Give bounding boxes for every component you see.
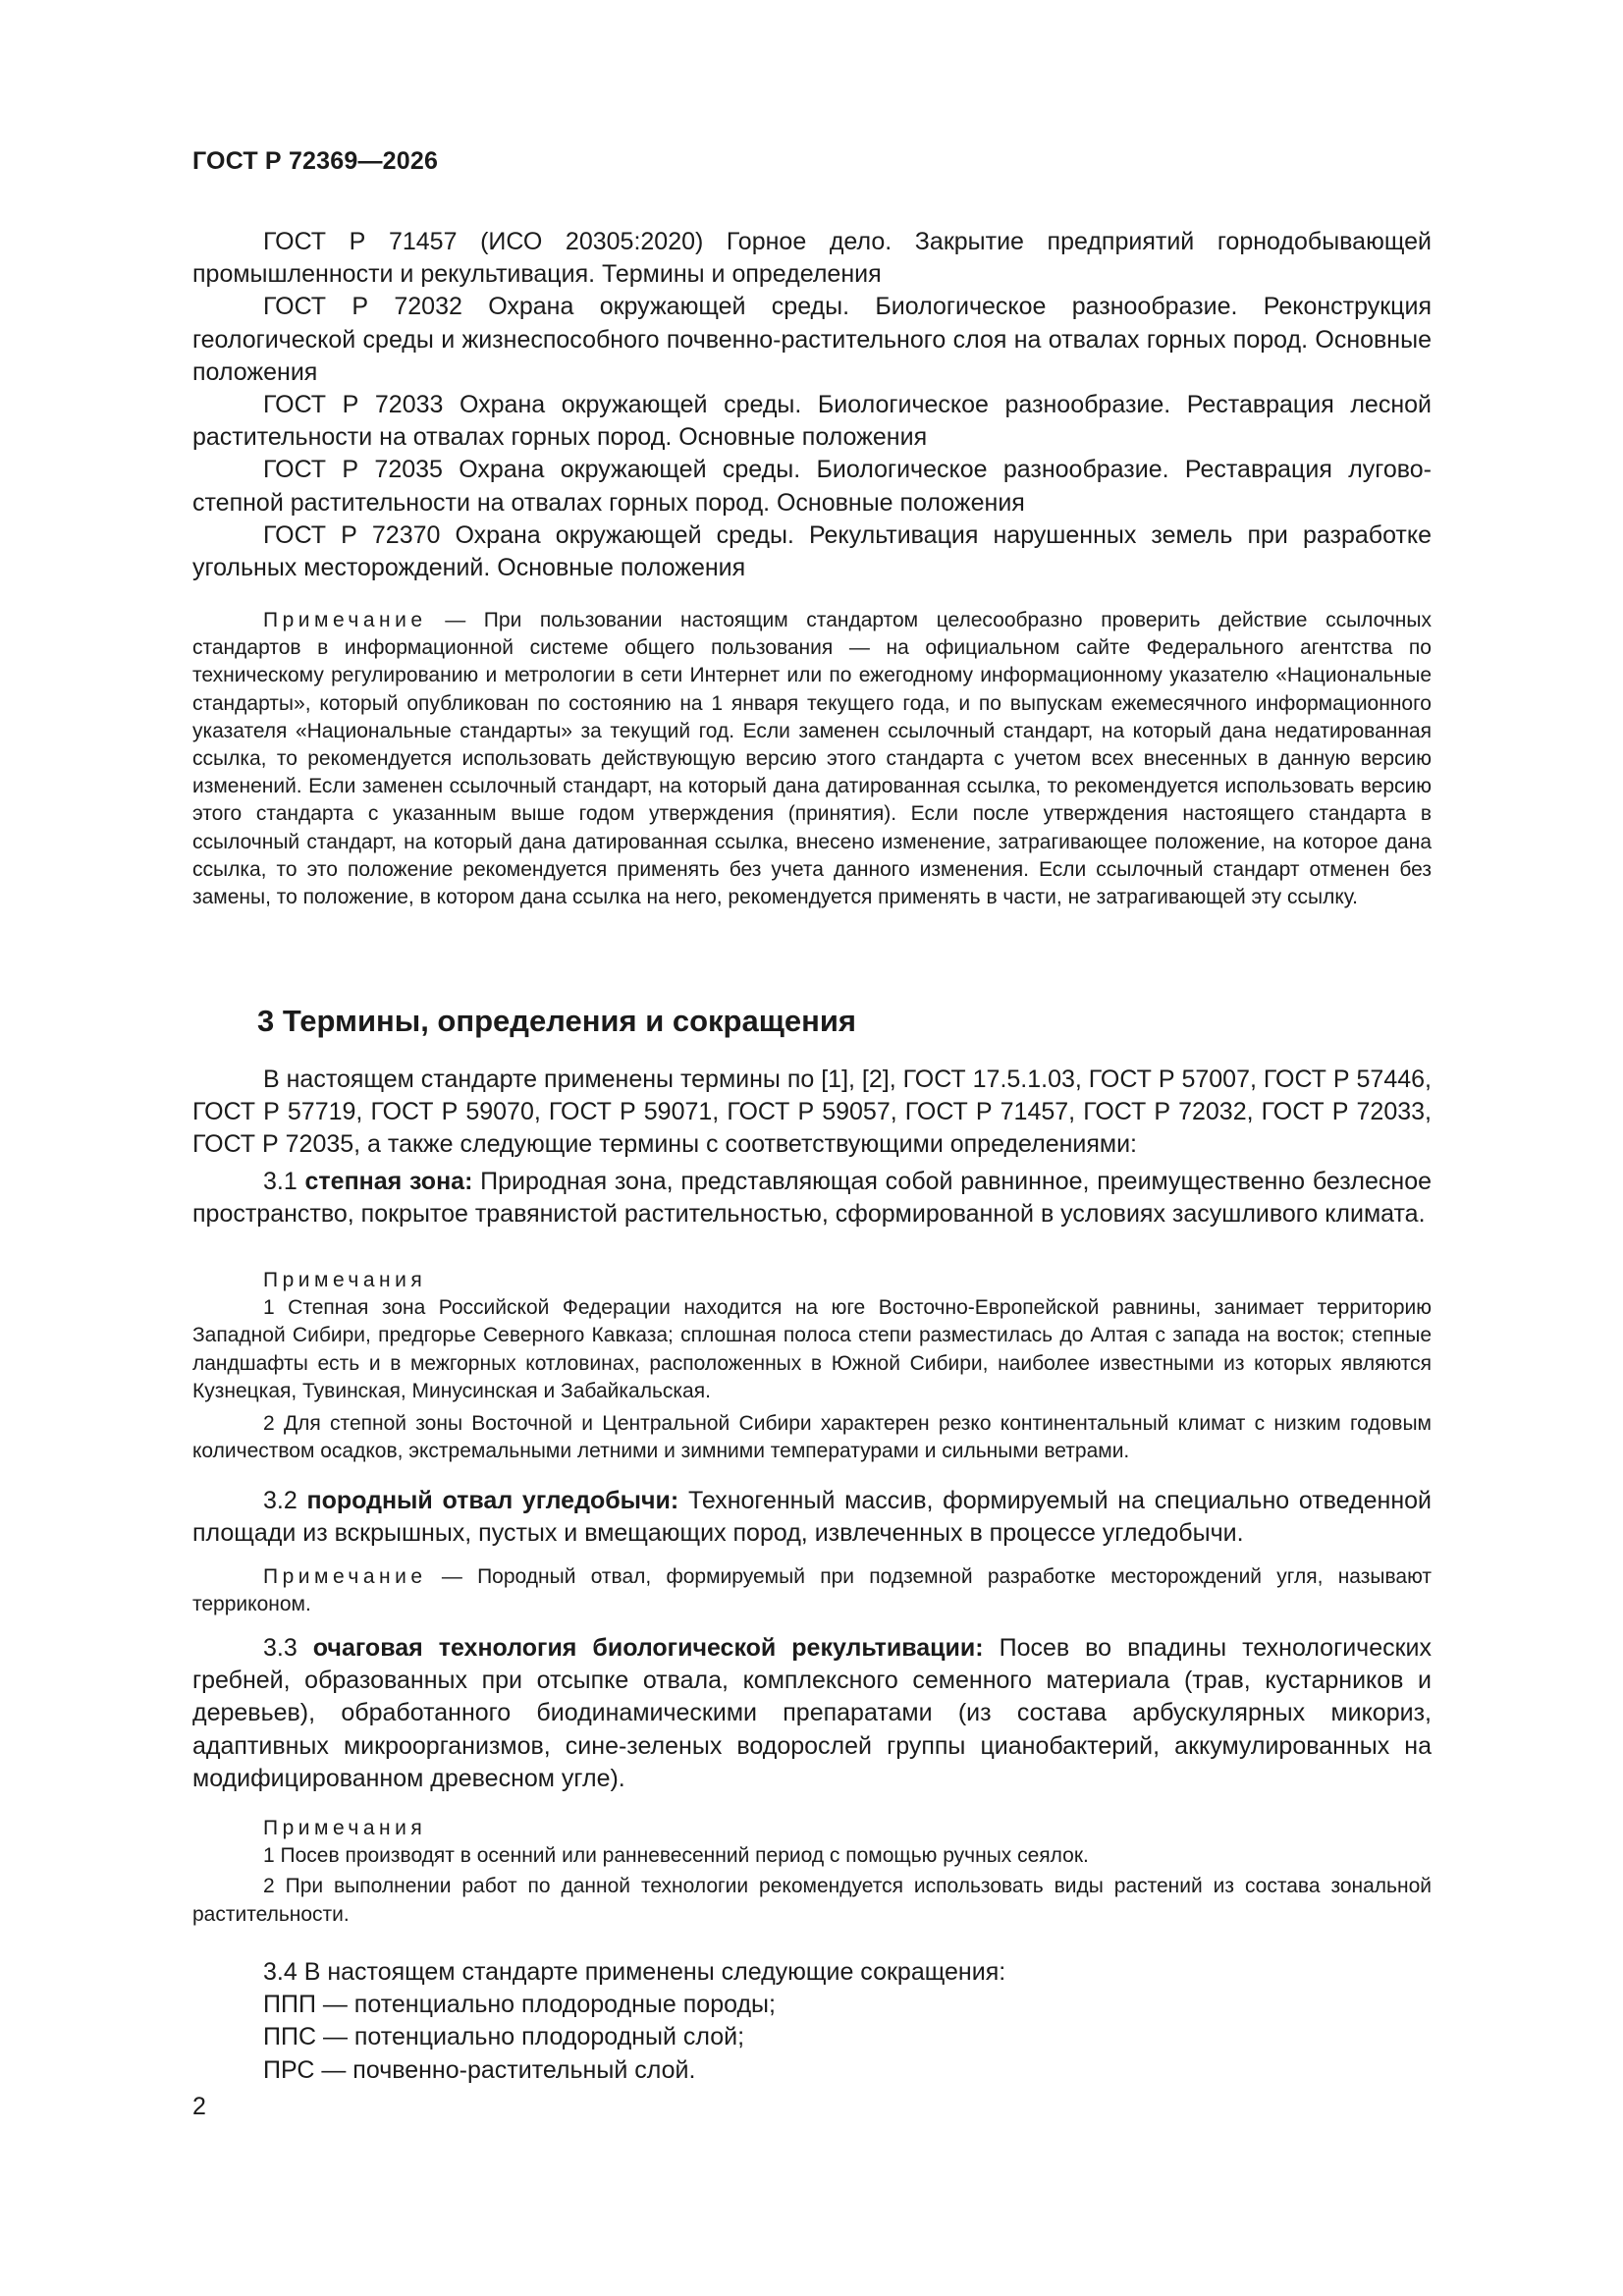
note-item: 2 Для степной зоны Восточной и Центральной Сибири характерен резко континентальный климат с низким годовым количеством осадков, экстремальными летними и зимними температурами и сильными ветрами.	[192, 1412, 1432, 1463]
term-3-3-notes	[192, 1815, 1432, 1929]
reference-item: ГОСТ Р 72035 Охрана окружающей среды. Биологическое разнообразие. Реставрация лугово-степной растительности на отвалах горных пород. Основные положения	[192, 456, 1432, 517]
note-item: 2 При выполнении работ по данной технологии рекомендуется использовать виды растений из состава зональной растительности.	[192, 1875, 1432, 1926]
term-3-3	[192, 1632, 1432, 1795]
note-item: 1 Посев производят в осенний или ранневесенний период с помощью ручных сеялок.	[263, 1844, 1089, 1868]
term-3-1	[192, 1166, 1432, 1230]
section-title: 3 Термины, определения и сокращения	[257, 1004, 856, 1038]
page-number: 2	[192, 2093, 206, 2120]
term-definition: Посев во впадины технологических гребней, образованных при отсыпке отвала, комплексного семенного материала (трав, кустарников и деревьев), обработанного биодинамическими препаратами (из состава арбускулярных микориз, адаптивных микроорганизмов, сине-зеленых водорослей группы цианобактерий, аккумулированных на модифицированном древесном угле).	[192, 1634, 1432, 1792]
note-item: 1 Степная зона Российской Федерации находится на юге Восточно-Европейской равнины, занимает территорию Западной Сибири, предгорье Северного Кавказа; сплошная полоса степи разместилась до Алтая с запада на восток; степные ландшафты есть и в межгорных котловинах, расположенных в Южной Сибири, наиболее известными из которых являются Кузнецкая, Тувинская, Минусинская и Забайкальская.	[192, 1296, 1432, 1402]
term-definition: Природная зона, представляющая собой равнинное, преимущественно безлесное пространство, покрытое травянистой растительностью, сформированной в условиях засушливого климата.	[192, 1168, 1432, 1229]
term-number: 3.1	[263, 1168, 298, 1195]
reference-item: ГОСТ Р 72033 Охрана окружающей среды. Биологическое разнообразие. Реставрация лесной растительности на отвалах горных пород. Основные положения	[192, 391, 1432, 452]
note-text: — Породный отвал, формируемый при подземной разработке месторождений угля, называют терриконом.	[192, 1565, 1432, 1616]
reference-item: ГОСТ Р 72032 Охрана окружающей среды. Биологическое разнообразие. Реконструкция геологической среды и жизнеспособного почвенно-растительного слоя на отвалах горных пород. Основные положения	[192, 293, 1432, 386]
term-3-2-note	[192, 1563, 1432, 1618]
abbreviations: 3.4 В настоящем стандарте применены следующие сокращения: ППП — потенциально плодородные породы; ППС — потенциально плодородный слой; ПРС — почвенно-растительный слой.	[192, 1956, 1432, 2087]
abbreviation-item: ПРС — почвенно-растительный слой.	[263, 2055, 696, 2084]
abbreviation-item: ППП — потенциально плодородные породы;	[263, 1991, 776, 2019]
term-number: 3.2	[263, 1487, 298, 1514]
section-intro: В настоящем стандарте применены термины по [1], [2], ГОСТ 17.5.1.03, ГОСТ Р 57007, ГОСТ Р 57446, ГОСТ Р 57719, ГОСТ Р 59070, ГОСТ Р 59071, ГОСТ Р 59057, ГОСТ Р 71457, ГОСТ Р 72032, ГОСТ Р 72033, ГОСТ Р 72035, а также следующие термины с соответствующими определениями:	[192, 1066, 1432, 1159]
note-label: Примечание	[263, 609, 427, 631]
term-number: 3.3	[263, 1634, 298, 1662]
document-designation: ГОСТ Р 72369—2026	[192, 147, 439, 175]
term-name: породный отвал угледобычи:	[306, 1487, 679, 1514]
term-3-1-notes	[192, 1267, 1432, 1465]
notes-label: Примечания	[263, 1269, 427, 1291]
normative-references	[192, 226, 1432, 584]
references-note	[192, 607, 1432, 911]
abbreviation-item: ППС — потенциально плодородный слой;	[263, 2023, 745, 2051]
term-definition: Техногенный массив, формируемый на специально отведенной площади из вскрышных, пустых и вмещающих пород, извлеченных в процессе угледобычи.	[192, 1487, 1433, 1548]
reference-item: ГОСТ Р 71457 (ИСО 20305:2020) Горное дело. Закрытие предприятий горнодобывающей промышленности и рекультивация. Термины и определения	[192, 228, 1432, 289]
note-text: — При пользовании настоящим стандартом целесообразно проверить действие ссылочных стандартов в информационной системе общего пользования — на официальном сайте Федерального агентства по техническому регулированию и метрологии в сети Интернет или по ежегодному информационному указателю «Национальные стандарты», который опубликован по состоянию на 1 января текущего года, и по выпускам ежемесячного информационного указателя «Национальные стандарты» за текущий год. Если заменен ссылочный стандарт, на который дана недатированная ссылка, то рекомендуется использовать действующую версию этого стандарта с учетом всех внесенных в данную версию изменений. Если заменен ссылочный стандарт, на который дана датированная ссылка, то рекомендуется использовать версию этого стандарта с указанным выше годом утверждения (принятия). Если после утверждения настоящего стандарта в ссылочный стандарт, на который дана датированная ссылка, внесено изменение, затрагивающее положение, на которое дана ссылка, то это положение рекомендуется применять без учета данного изменения. Если ссылочный стандарт отменен без замены, то положение, в котором дана ссылка на него, рекомендуется применять в части, не затрагивающей эту ссылку.	[192, 609, 1432, 909]
term-name: очаговая технология биологической рекультивации:	[312, 1634, 984, 1662]
section-heading	[192, 1004, 1432, 1039]
notes-label: Примечания	[263, 1817, 427, 1839]
term-name: степная зона:	[304, 1168, 473, 1195]
term-3-2	[192, 1485, 1432, 1550]
reference-item: ГОСТ Р 72370 Охрана окружающей среды. Рекультивация нарушенных земель при разработке угольных месторождений. Основные положения	[192, 520, 1432, 582]
note-label: Примечание	[263, 1565, 427, 1588]
